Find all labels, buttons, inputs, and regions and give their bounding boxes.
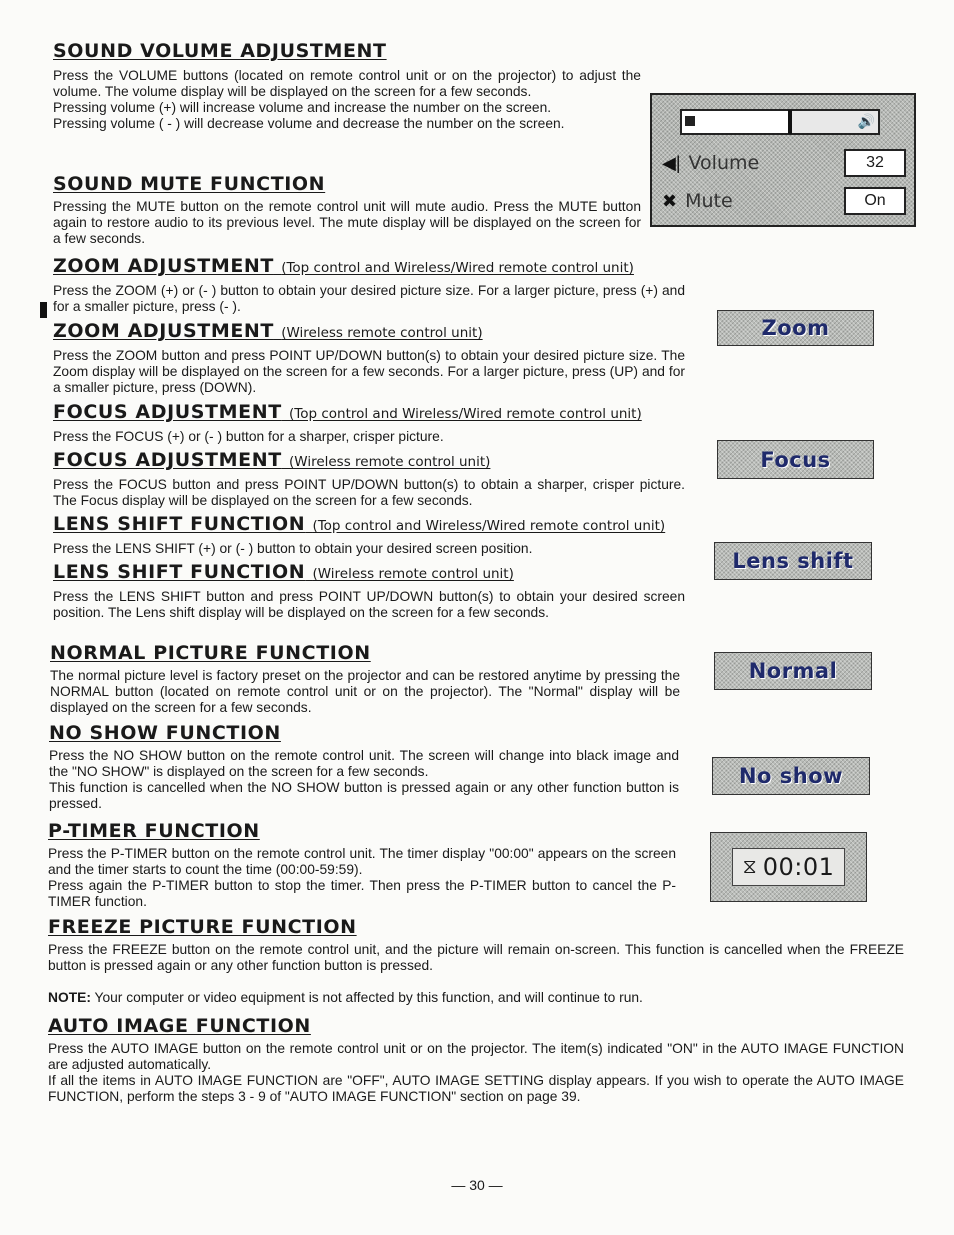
heading-freeze: FREEZE PICTURE FUNCTION (48, 916, 357, 938)
volume-osd-panel (650, 93, 916, 227)
speaker-icon: 🔊 (857, 113, 875, 129)
paragraph: Press again the P-TIMER button to stop the timer. Then press the P-TIMER button to cancel the P-TIMER function. (48, 878, 676, 909)
paragraph: If all the items in AUTO IMAGE FUNCTION are "OFF", AUTO IMAGE SETTING display appears. If you wish to operate the AUTO IMAGE FUNCTION, perform the steps 3 - 9 of "AUTO IMAGE FUNCTION" section on page 39. (48, 1073, 904, 1104)
volume-value: 32 (844, 149, 906, 177)
mute-label: Mute (685, 190, 733, 212)
section-sound-mute (53, 173, 641, 247)
paragraph: Press the NO SHOW button on the remote control unit. The screen will change into black image and the "NO SHOW" is displayed on the screen for a few seconds. (49, 748, 679, 779)
paragraph: Press the ZOOM button and press POINT UP/DOWN button(s) to obtain your desired picture size. The Zoom display will be displayed on the screen for a few seconds. For a larger picture, press (UP) and for a smaller picture, press (DOWN). (53, 348, 685, 395)
slider-left-marker (685, 116, 695, 126)
paragraph: Press the ZOOM (+) or (- ) button to obtain your desired picture size. For a larger picture, press (+) and for a smaller picture, press (- ). (53, 283, 685, 314)
volume-slider-fill (682, 111, 790, 133)
heading-zoom-top: ZOOM ADJUSTMENT (Top control and Wireless/Wired remote control unit) (53, 255, 634, 277)
margin-mark (40, 302, 47, 318)
page-number: — 30 — (451, 1177, 503, 1193)
zoom-osd (717, 310, 874, 346)
focus-osd-label: Focus (760, 447, 831, 472)
heading-focus-top: FOCUS ADJUSTMENT (Top control and Wireless/Wired remote control unit) (53, 401, 642, 423)
volume-label: Volume (688, 152, 760, 174)
heading-auto-image: AUTO IMAGE FUNCTION (48, 1015, 311, 1037)
section-p-timer (48, 820, 676, 910)
paragraph: This function is cancelled when the NO SHOW button is pressed again or any other function button is pressed. (49, 780, 679, 811)
paragraph: Pressing the MUTE button on the remote control unit will mute audio. Press the MUTE button again to restore audio to its previous level. The mute display will be displayed on the screen for a few seconds. (53, 199, 641, 246)
volume-slider-knob (788, 110, 792, 134)
heading-no-show: NO SHOW FUNCTION (49, 722, 281, 744)
heading-normal: NORMAL PICTURE FUNCTION (50, 642, 371, 664)
lens-shift-osd (714, 542, 872, 580)
paragraph: Press the P-TIMER button on the remote control unit. The timer display "00:00" appears on the screen and the timer starts to count the time (00:00-59:59). (48, 846, 676, 877)
normal-osd-label: Normal (748, 659, 838, 683)
section-lens-wireless (53, 561, 685, 621)
timer-display (732, 848, 846, 886)
volume-row (662, 149, 902, 177)
no-show-osd (712, 757, 870, 795)
section-zoom-wireless (53, 320, 685, 396)
paragraph: Pressing volume ( - ) will decrease volume and decrease the number on the screen. (53, 116, 565, 131)
section-sound-volume (53, 40, 641, 132)
heading-zoom-wireless: ZOOM ADJUSTMENT (Wireless remote control unit) (53, 320, 483, 342)
lens-shift-osd-label: Lens shift (732, 549, 854, 573)
heading-lens-top: LENS SHIFT FUNCTION (Top control and Wireless/Wired remote control unit) (53, 513, 666, 535)
section-lens-top (53, 513, 685, 557)
section-focus-top (53, 401, 685, 445)
section-focus-wireless (53, 449, 685, 509)
mute-row (662, 187, 902, 215)
no-show-osd-label: No show (738, 764, 844, 788)
paragraph: Press the VOLUME buttons (located on remote control unit or on the projector) to adjust the volume. The volume display will be displayed on the screen for a few seconds. (53, 68, 641, 99)
section-normal (50, 642, 680, 716)
paragraph: Press the LENS SHIFT (+) or (- ) button to obtain your desired screen position. (53, 541, 533, 556)
paragraph: Pressing volume (+) will increase volume and increase the number on the screen. (53, 100, 552, 115)
focus-osd (717, 440, 874, 479)
section-no-show (49, 722, 679, 812)
heading-sound-volume: SOUND VOLUME ADJUSTMENT (53, 40, 387, 62)
timer-osd (710, 832, 867, 902)
section-auto-image (48, 1015, 904, 1105)
speaker-icon: ◀︎| (662, 152, 681, 173)
section-freeze (48, 916, 904, 1006)
zoom-osd-label: Zoom (761, 316, 830, 340)
paragraph: Press the FOCUS (+) or (- ) button for a sharper, crisper picture. (53, 429, 444, 444)
section-zoom-top (53, 255, 685, 315)
heading-sound-mute: SOUND MUTE FUNCTION (53, 173, 326, 195)
mute-value: On (844, 187, 906, 215)
heading-p-timer: P-TIMER FUNCTION (48, 820, 260, 842)
heading-lens-wireless: LENS SHIFT FUNCTION (Wireless remote control unit) (53, 561, 514, 583)
paragraph: Press the AUTO IMAGE button on the remote control unit or on the projector. The item(s) indicated "ON" in the AUTO IMAGE FUNCTION are adjusted automatically. (48, 1041, 904, 1072)
mute-icon: ✖ (662, 190, 678, 211)
hourglass-icon: ⧖ (742, 855, 757, 878)
volume-slider (680, 109, 880, 135)
note: NOTE: Your computer or video equipment is not affected by this function, and will continue to run. (48, 990, 643, 1005)
paragraph: The normal picture level is factory preset on the projector and can be restored anytime by pressing the NORMAL button (located on remote control unit or on the projector). The "Normal" display will be displayed on the screen for a few seconds. (50, 668, 680, 715)
heading-focus-wireless: FOCUS ADJUSTMENT (Wireless remote control unit) (53, 449, 491, 471)
normal-osd (714, 652, 872, 690)
paragraph: Press the FOCUS button and press POINT UP/DOWN button(s) to obtain a sharper, crisper picture. The Focus display will be displayed on the screen for a few seconds. (53, 477, 685, 508)
timer-value: 00:01 (762, 853, 835, 881)
paragraph: Press the FREEZE button on the remote control unit, and the picture will remain on-screen. This function is cancelled when the FREEZE button is pressed again or any other function button is pressed. (48, 942, 904, 973)
paragraph: Press the LENS SHIFT button and press POINT UP/DOWN button(s) to obtain your desired screen position. The Lens shift display will be displayed on the screen for a few seconds. (53, 589, 685, 620)
